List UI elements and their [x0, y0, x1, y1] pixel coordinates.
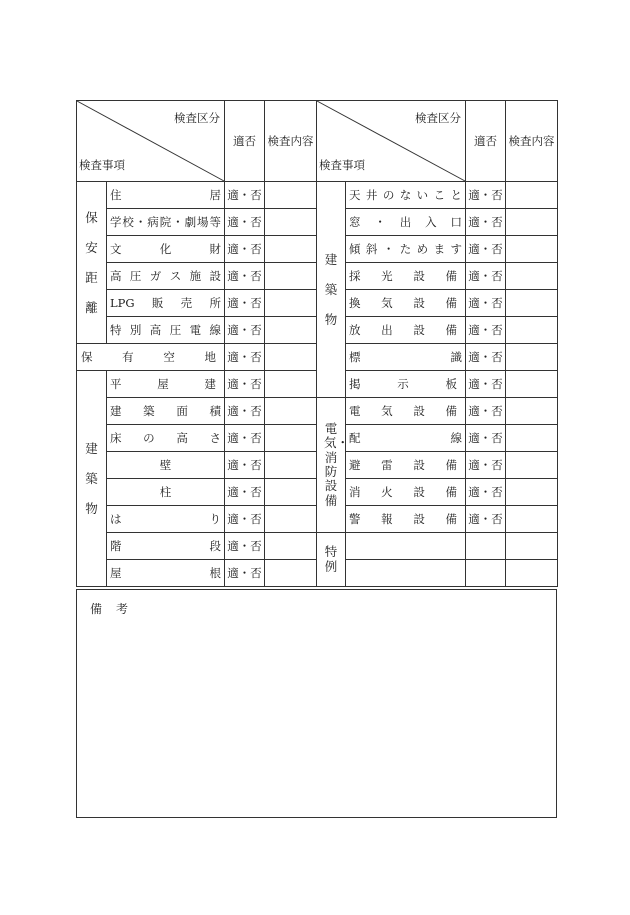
result-mark[interactable]: 適・否: [466, 182, 506, 209]
item-building-area: 建築面積: [107, 398, 225, 425]
result-mark[interactable]: 適・否: [225, 452, 265, 479]
item-fire-extinguishing: 消火設備: [346, 479, 466, 506]
content-header: 検査内容: [265, 101, 317, 182]
content-cell[interactable]: [506, 344, 558, 371]
result-mark[interactable]: 適・否: [225, 560, 265, 587]
left-header-diagonal-cell: [77, 101, 225, 182]
special-result-cell[interactable]: [466, 533, 506, 560]
result-mark[interactable]: 適・否: [466, 317, 506, 344]
result-header: 適否: [466, 101, 506, 182]
result-mark[interactable]: 適・否: [466, 398, 506, 425]
category-label: 検査区分: [174, 111, 220, 125]
result-mark[interactable]: 適・否: [466, 425, 506, 452]
result-mark[interactable]: 適・否: [225, 425, 265, 452]
content-cell[interactable]: [506, 371, 558, 398]
remarks-box[interactable]: [76, 589, 557, 818]
content-cell[interactable]: [265, 425, 317, 452]
left-building-category: 建築物: [77, 371, 107, 587]
result-mark[interactable]: 適・否: [466, 209, 506, 236]
content-cell[interactable]: [506, 236, 558, 263]
items-label: 検査事項: [319, 158, 365, 172]
result-mark[interactable]: 適・否: [225, 209, 265, 236]
item-electrical-equipment: 電気設備: [346, 398, 466, 425]
item-residence: 住居: [107, 182, 225, 209]
content-cell[interactable]: [265, 398, 317, 425]
content-cell[interactable]: [506, 209, 558, 236]
item-beam: はり: [107, 506, 225, 533]
result-mark[interactable]: 適・否: [466, 506, 506, 533]
special-content-cell[interactable]: [506, 560, 558, 587]
item-single-story: 平屋建: [107, 371, 225, 398]
item-high-pressure-gas: 高圧ガス施設: [107, 263, 225, 290]
right-building-category: 建築物: [317, 182, 346, 398]
result-mark[interactable]: 適・否: [225, 182, 265, 209]
content-cell[interactable]: [506, 182, 558, 209]
content-cell[interactable]: [506, 479, 558, 506]
item-no-ceiling: 天井のないこと: [346, 182, 466, 209]
items-label: 検査事項: [79, 158, 125, 172]
item-cultural-property: 文化財: [107, 236, 225, 263]
content-cell[interactable]: [265, 452, 317, 479]
result-mark[interactable]: 適・否: [225, 236, 265, 263]
content-cell[interactable]: [506, 452, 558, 479]
content-cell[interactable]: [265, 209, 317, 236]
table-row: [77, 182, 558, 209]
safety-distance-category: 保安距離: [77, 182, 107, 344]
result-mark[interactable]: 適・否: [466, 236, 506, 263]
table-row: [77, 533, 558, 560]
item-school-hospital-theater: 学校・病院・劇場等: [107, 209, 225, 236]
content-cell[interactable]: [506, 263, 558, 290]
table-row: [77, 398, 558, 425]
content-cell[interactable]: [265, 317, 317, 344]
content-cell[interactable]: [265, 236, 317, 263]
item-window-entrance: 窓・出入口: [346, 209, 466, 236]
item-ventilation-equipment: 換気設備: [346, 290, 466, 317]
item-holding-space: 保有空地: [77, 344, 225, 371]
item-high-voltage-line: 特別高圧電線: [107, 317, 225, 344]
header-row: [77, 101, 558, 182]
result-mark[interactable]: 適・否: [466, 344, 506, 371]
result-mark[interactable]: 適・否: [466, 263, 506, 290]
special-item-cell[interactable]: [346, 533, 466, 560]
category-label: 検査区分: [415, 111, 461, 125]
content-cell[interactable]: [506, 425, 558, 452]
result-mark[interactable]: 適・否: [466, 290, 506, 317]
special-item-cell[interactable]: [346, 560, 466, 587]
item-stairs: 階段: [107, 533, 225, 560]
result-mark[interactable]: 適・否: [225, 533, 265, 560]
item-slope-basin: 傾斜・ためます: [346, 236, 466, 263]
result-mark[interactable]: 適・否: [225, 398, 265, 425]
special-category: 特例: [317, 533, 346, 587]
content-cell[interactable]: [506, 290, 558, 317]
inspection-table: [76, 100, 558, 587]
content-cell[interactable]: [265, 182, 317, 209]
content-cell[interactable]: [265, 371, 317, 398]
result-mark[interactable]: 適・否: [225, 263, 265, 290]
result-mark[interactable]: 適・否: [225, 317, 265, 344]
result-mark[interactable]: 適・否: [225, 344, 265, 371]
content-cell[interactable]: [265, 506, 317, 533]
content-cell[interactable]: [265, 560, 317, 587]
result-mark[interactable]: 適・否: [466, 452, 506, 479]
content-cell[interactable]: [506, 317, 558, 344]
result-mark[interactable]: 適・否: [466, 371, 506, 398]
right-header-diagonal-cell: [317, 101, 466, 182]
result-mark[interactable]: 適・否: [225, 371, 265, 398]
result-mark[interactable]: 適・否: [225, 479, 265, 506]
item-floor-height: 床の高さ: [107, 425, 225, 452]
item-discharge-equipment: 放出設備: [346, 317, 466, 344]
special-result-cell[interactable]: [466, 560, 506, 587]
item-alarm-equipment: 警報設備: [346, 506, 466, 533]
result-mark[interactable]: 適・否: [466, 479, 506, 506]
item-sign: 標識: [346, 344, 466, 371]
content-header: 検査内容: [506, 101, 558, 182]
remarks-label: 備考: [90, 602, 143, 616]
result-mark[interactable]: 適・否: [225, 506, 265, 533]
content-cell[interactable]: [265, 344, 317, 371]
special-content-cell[interactable]: [506, 533, 558, 560]
content-cell[interactable]: [265, 263, 317, 290]
item-roof: 屋根: [107, 560, 225, 587]
content-cell[interactable]: [506, 506, 558, 533]
item-wiring: 配線: [346, 425, 466, 452]
item-pillar: 柱: [107, 479, 225, 506]
item-lightning-rod: 避雷設備: [346, 452, 466, 479]
content-cell[interactable]: [506, 398, 558, 425]
item-notice-board: 掲示板: [346, 371, 466, 398]
content-cell[interactable]: [265, 479, 317, 506]
result-mark[interactable]: 適・否: [225, 290, 265, 317]
item-wall: 壁: [107, 452, 225, 479]
content-cell[interactable]: [265, 533, 317, 560]
item-lighting-equipment: 採光設備: [346, 263, 466, 290]
result-header: 適否: [225, 101, 265, 182]
content-cell[interactable]: [265, 290, 317, 317]
item-lpg-shop: LPG販売所: [107, 290, 225, 317]
electrical-fire-category: 電気・消防設備: [317, 398, 346, 533]
